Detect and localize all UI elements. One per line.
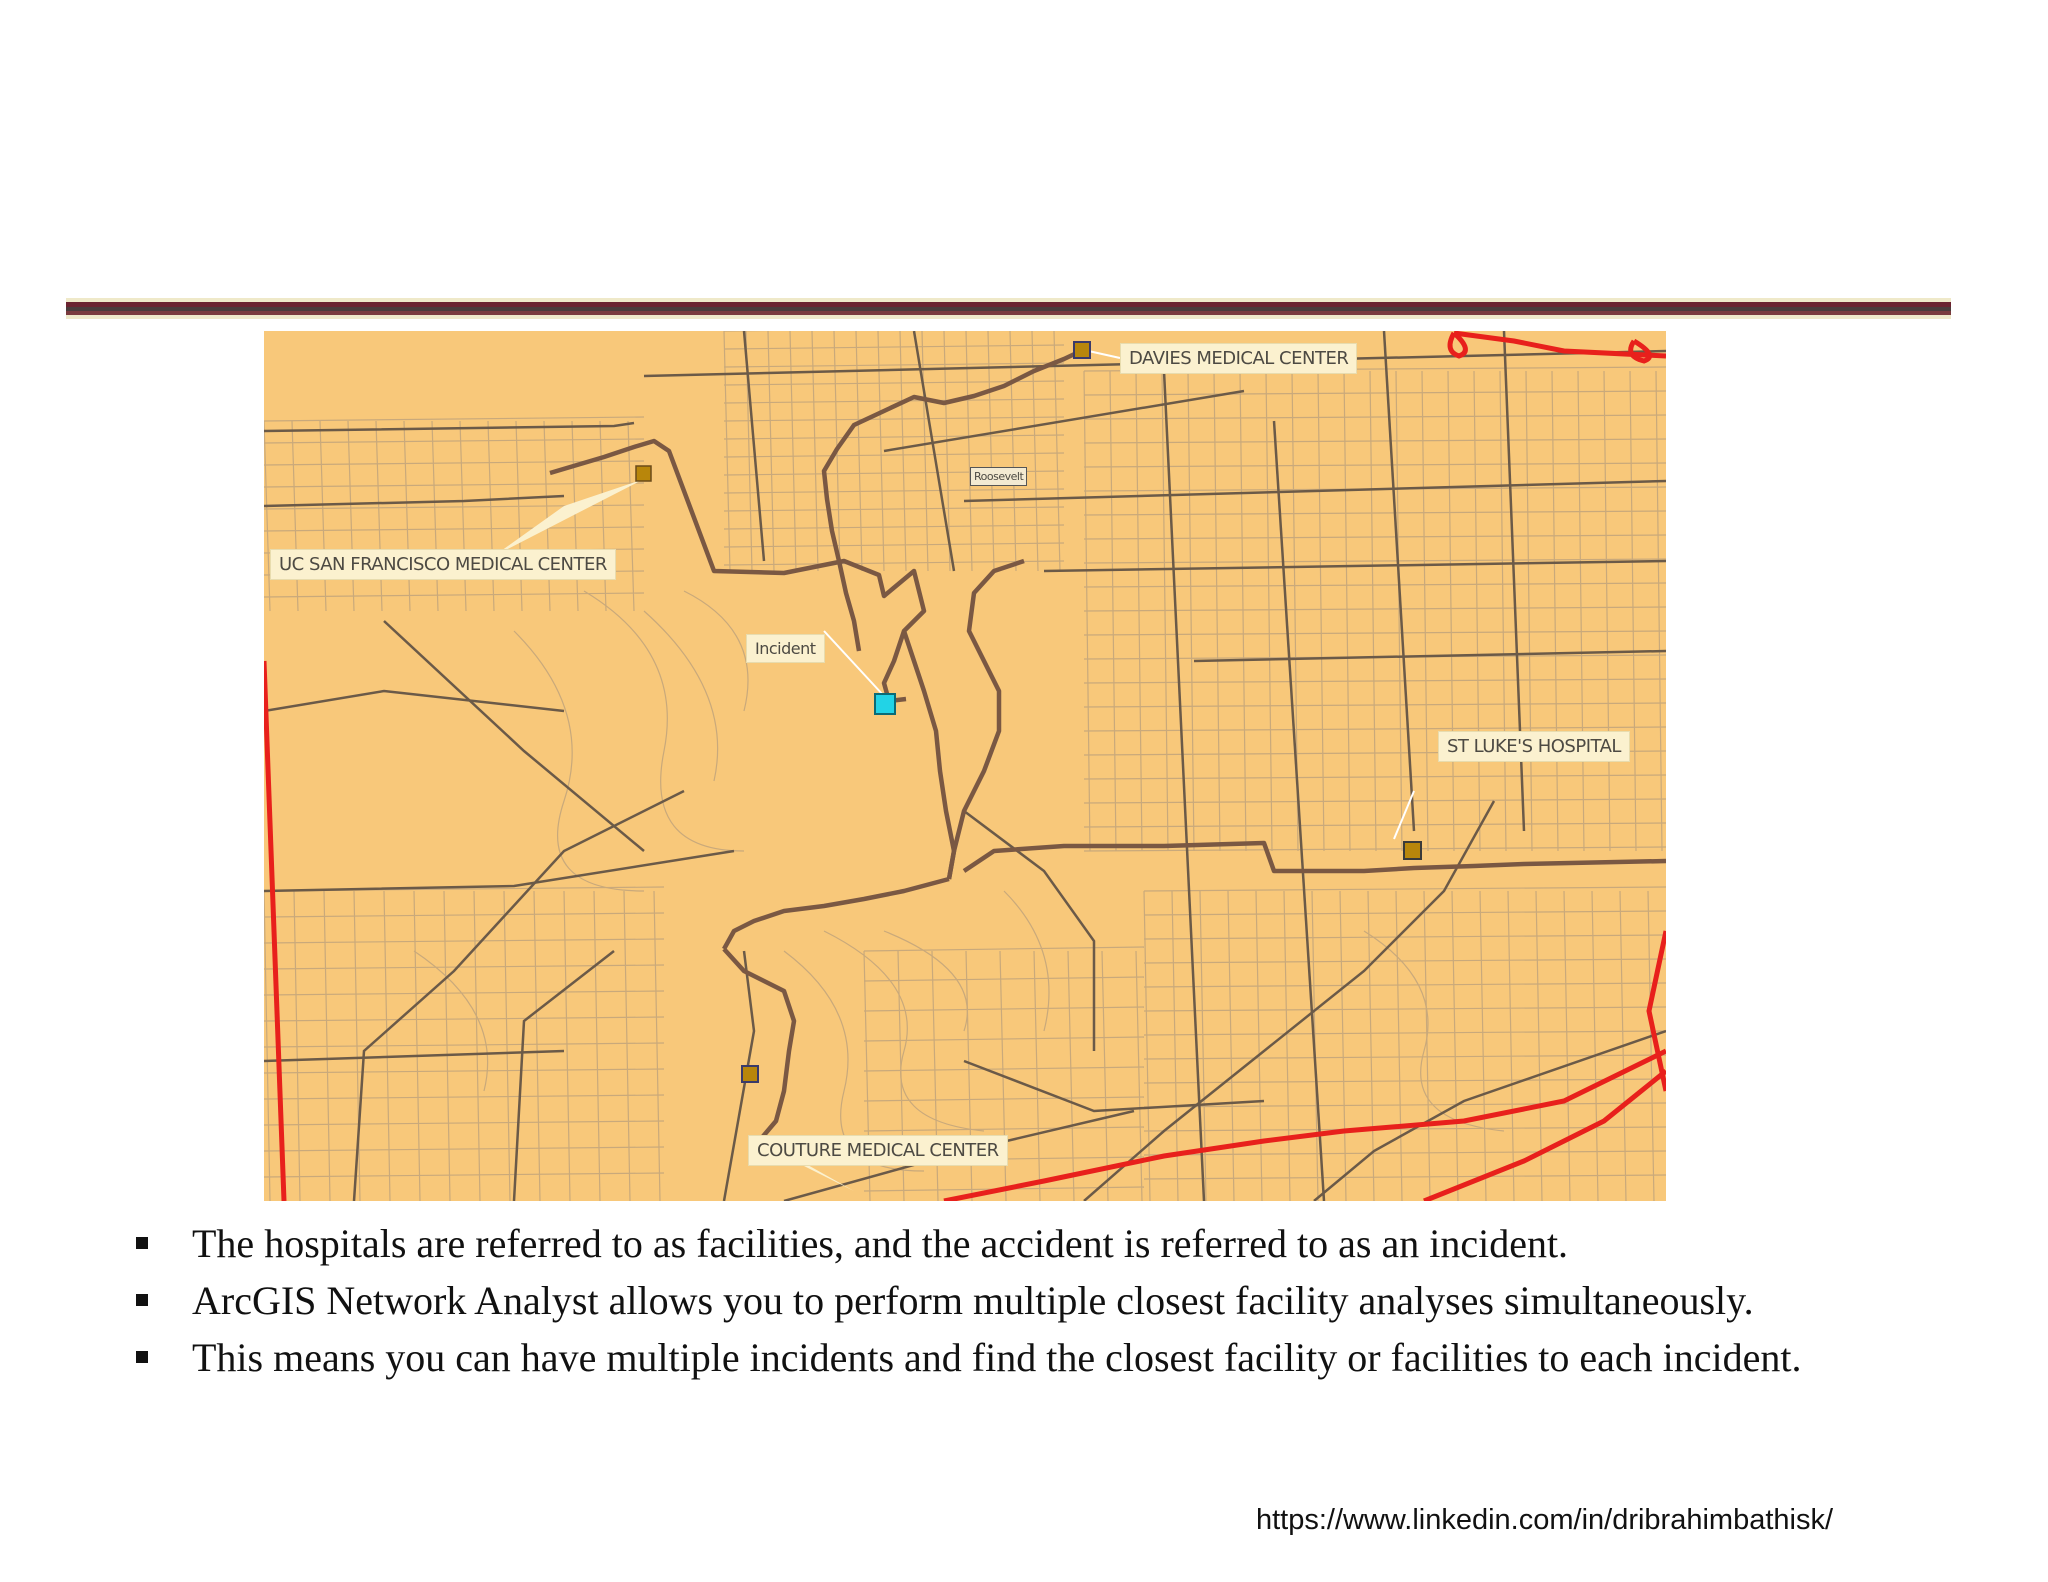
label-davies-medical-center: DAVIES MEDICAL CENTER <box>1120 343 1357 374</box>
bullet-list <box>130 1215 1930 1386</box>
map-canvas <box>264 331 1666 1201</box>
label-ucsf-medical-center: UC SAN FRANCISCO MEDICAL CENTER <box>270 549 616 580</box>
label-callouts <box>494 350 1414 1191</box>
network-analysis-map <box>264 331 1666 1201</box>
label-couture-medical-center: COUTURE MEDICAL CENTER <box>748 1135 1008 1166</box>
facility-marker-couture <box>742 1066 758 1082</box>
incident-marker <box>875 694 895 714</box>
label-roosevelt: Roosevelt <box>970 467 1027 486</box>
bullet-item: This means you can have multiple incidents and find the closest facility or facilities to each incident. <box>130 1329 1930 1386</box>
header-divider <box>66 298 1951 320</box>
label-incident: Incident <box>746 634 825 663</box>
facility-marker-ucsf <box>636 466 651 481</box>
minor-streets <box>264 331 1666 1201</box>
source-link[interactable]: https://www.linkedin.com/in/dribrahimbathisk/ <box>1256 1504 1834 1536</box>
bullet-square-icon <box>136 1351 148 1363</box>
bullet-square-icon <box>136 1294 148 1306</box>
label-st-lukes-hospital: ST LUKE'S HOSPITAL <box>1438 731 1630 762</box>
bullet-item: The hospitals are referred to as facilities, and the accident is referred to as an incident. <box>130 1215 1930 1272</box>
facility-marker-davies <box>1074 342 1090 358</box>
bullet-item: ArcGIS Network Analyst allows you to perform multiple closest facility analyses simultaneously. <box>130 1272 1930 1329</box>
bullet-square-icon <box>136 1237 148 1249</box>
facility-marker-st-lukes <box>1404 842 1421 859</box>
